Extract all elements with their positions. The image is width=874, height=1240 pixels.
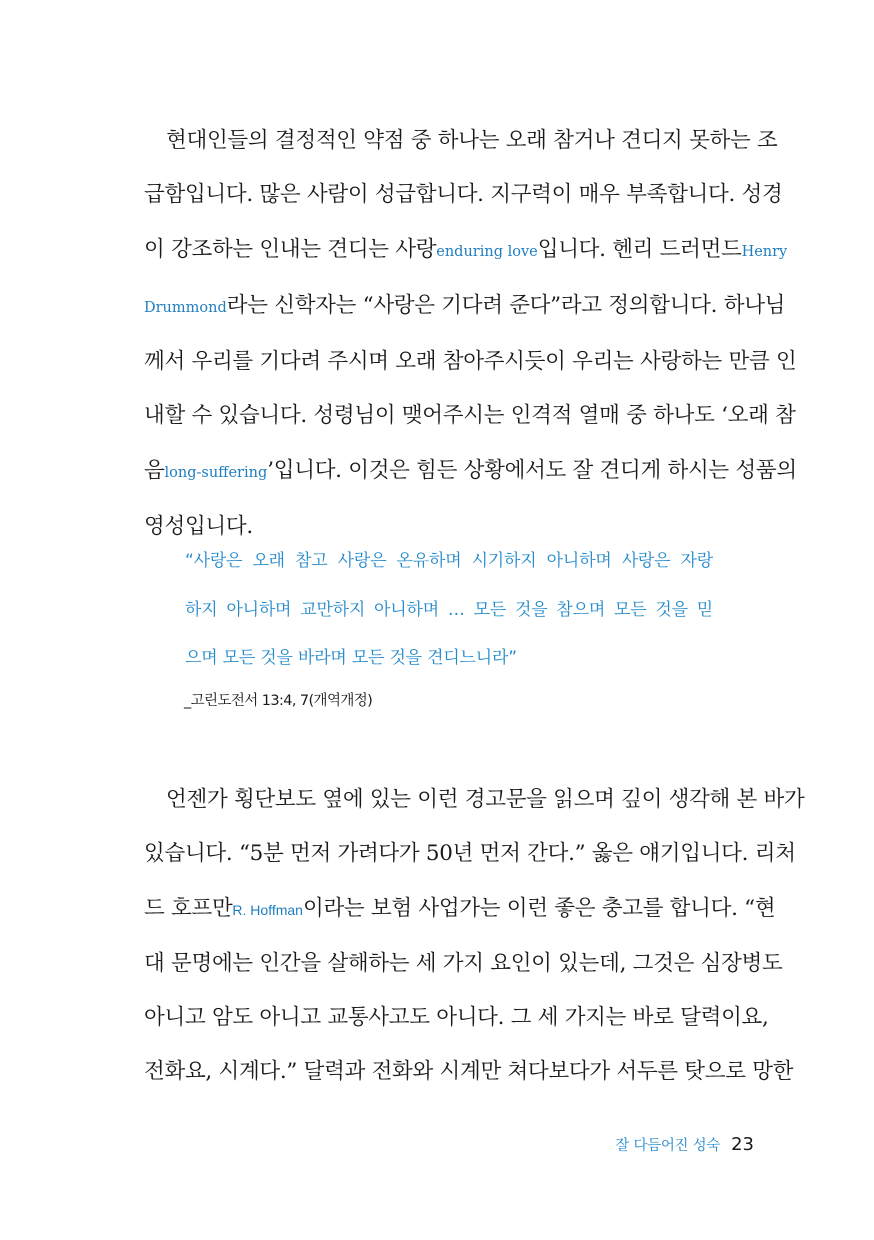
text-run: 드 호프만: [144, 895, 233, 921]
text-run: 입니다. 헨리 드러먼드: [537, 236, 742, 262]
text-run: 현대인들의 결정적인 약점 중 하나는 오래 참거나 견디지 못하는 조: [166, 128, 778, 153]
text-run: 영성입니다.: [144, 514, 253, 540]
text-line: [144, 991, 769, 1045]
page-footer: [615, 1134, 754, 1155]
text-run: 있습니다. “5분 먼저 가려다가 50년 먼저 간다.” 옳은 얘기입니다. 리처: [144, 841, 796, 867]
text-line: [144, 827, 796, 881]
text-run: 이 강조하는 인내는 견디는 사랑: [144, 236, 437, 262]
english-gloss: Drummond: [144, 299, 227, 316]
text-line: [144, 114, 778, 168]
text-run: 께서 우리를 기다려 주시며 오래 참아주시듯이 우리는 사랑하는 만큼 인: [144, 349, 797, 375]
quote-line: “사랑은 오래 참고 사랑은 온유하며 시기하지 아니하며 사랑은 자랑: [185, 551, 713, 571]
text-run: 이라는 보험 사업가는 이런 좋은 충고를 합니다. “현: [302, 895, 776, 921]
text-run: 라는 신학자는 “사랑은 기다려 준다”라고 정의합니다. 하나님: [226, 292, 786, 318]
running-section-title: 잘 다듬어진 성숙: [615, 1138, 720, 1154]
quote-line: 으며 모든 것을 바라며 모든 것을 견디느니라”: [185, 648, 517, 668]
page-number: 23: [731, 1134, 754, 1155]
english-gloss: R. Hoffman: [232, 901, 303, 918]
text-line: [144, 882, 776, 937]
text-line: [144, 389, 796, 443]
text-line: [144, 223, 788, 279]
text-line: [144, 1045, 794, 1099]
text-run: 아니고 암도 아니고 교통사고도 아니다. 그 세 가지는 바로 달력이요,: [144, 1005, 769, 1031]
body-paragraph-2: [144, 773, 805, 1100]
text-run: ’입니다. 이것은 힘든 상황에서도 잘 견디게 하시는 성품의: [267, 457, 797, 483]
text-run: 음: [144, 457, 165, 483]
text-line: [144, 773, 805, 827]
text-run: 대 문명에는 인간을 살해하는 세 가지 요인이 있는데, 그것은 심장병도: [144, 950, 783, 976]
english-gloss: long-suffering: [164, 464, 268, 481]
text-line: [144, 279, 786, 335]
text-run: 언젠가 횡단보도 옆에 있는 이런 경고문을 읽으며 깊이 생각해 본 바가: [166, 787, 805, 812]
text-run: 내할 수 있습니다. 성령님이 맺어주시는 인격적 열매 중 하나도 ‘오래 참: [144, 403, 796, 429]
text-line: [144, 937, 783, 991]
text-line: [144, 168, 783, 222]
quote-line: 하지 아니하며 교만하지 아니하며 … 모든 것을 참으며 모든 것을 믿: [185, 599, 713, 620]
english-gloss: Henry: [741, 243, 788, 260]
english-gloss: enduring love: [436, 243, 538, 260]
text-line: [144, 335, 797, 389]
text-run: 전화요, 시계다.” 달력과 전화와 시계만 쳐다보다가 서두른 탓으로 망한: [144, 1059, 794, 1085]
scripture-quote: [185, 537, 713, 683]
text-line: [144, 444, 797, 500]
quote-source: _고린도전서 13:4, 7(개역개정): [184, 693, 373, 709]
body-paragraph-1: [144, 114, 797, 554]
text-run: 급함입니다. 많은 사람이 성급합니다. 지구력이 매우 부족합니다. 성경: [144, 182, 783, 208]
